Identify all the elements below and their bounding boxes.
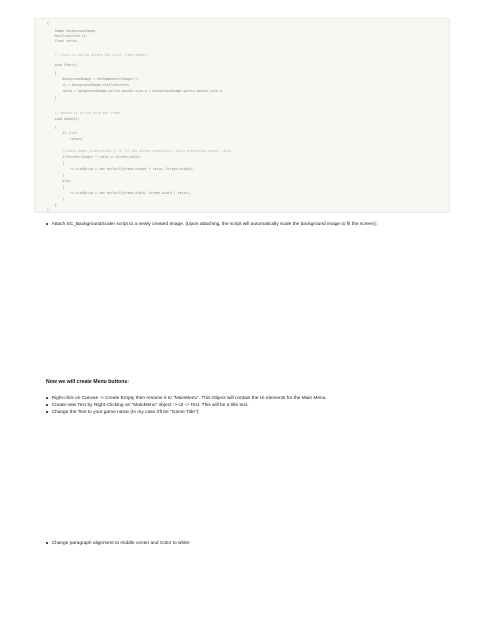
code-line: void Update() [47,117,80,121]
code-line: { [47,21,49,25]
list-item-text: Change paragraph alignment to middle center and Color to white: [51,541,191,546]
code-line: else [47,179,71,183]
list-item [46,410,200,416]
code-line: ratio = backgroundImage.sprite.bounds.size.x / backgroundImage.sprite.bounds.size.y; [47,89,224,93]
code-comment: //Scale image proportionally to fit the screen dimensions, while preserving aspect ratio [47,149,232,153]
code-block [34,18,450,213]
bullet-icon [46,223,48,225]
section-heading: Now we will create Menu buttons: [46,379,130,385]
code-line: backgroundImage = GetComponent<Image>(); [47,77,140,81]
code-line: if(Screen.height * ratio >= Screen.width) [47,155,142,159]
code-line: { [47,125,57,129]
bullet-icon [46,542,48,544]
list-item [46,403,249,409]
code-comment: // Update is called once per frame [47,111,120,115]
bullet-icon [46,404,48,406]
bullet-icon [46,411,48,413]
list-item-text: Right-click on Canvas -> Create Empty then rename it to "MainMenu". This Object will contain the UI elements for the Main Menu. [51,396,327,401]
code-line: rt = backgroundImage.rectTransform; [47,83,130,87]
bullet-icon [46,397,48,399]
code-line: { [47,71,57,75]
code-line: rt.sizeDelta = new Vector2(Screen.height * ratio, Screen.height); [47,167,195,171]
list-item [46,396,327,402]
list-item [46,222,377,228]
code-line: } [47,95,57,99]
code-line: { [47,161,65,165]
code-line: return; [47,137,84,141]
code-line: Image backgroundImage; [47,29,97,33]
code-line: } [47,203,57,207]
code-line: { [47,185,65,189]
code-line: void Start() [47,63,78,67]
code-line: RectTransform rt; [47,34,88,38]
list-item-text: Attach SC_BackgroundScaler script to a newly created Image. (Upon attaching, the script will automatically scale the background image to fit the screen): [51,222,378,227]
list-item-text: Change the Text to your game name (In my case it'll be "Game Title"): [51,410,200,415]
code-line: float ratio; [47,39,78,43]
code-line: rt.sizeDelta = new Vector2(Screen.width, Screen.width / ratio); [47,191,191,195]
code-line: } [47,208,49,212]
code-line: } [47,173,65,177]
code-line: if (!rt) [47,131,78,135]
list-item-text: Create new Text by Right-Clicking on "MainMenu" object -> UI -> Text. This will be a title text. [51,403,249,408]
code-comment: // Start is called before the first frame update [47,53,147,57]
list-item [46,541,191,547]
code-line: } [47,197,65,201]
